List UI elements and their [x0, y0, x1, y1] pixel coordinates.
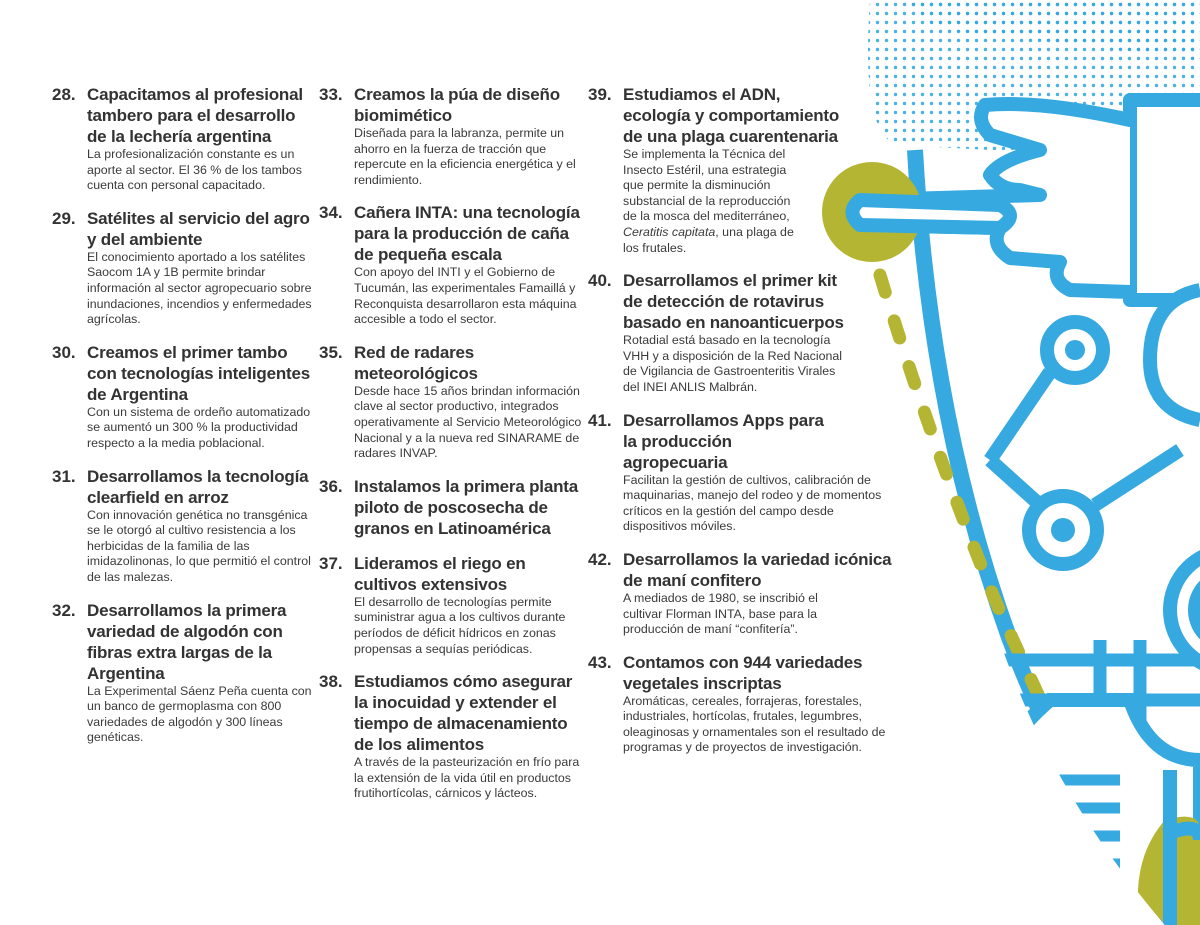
item-description: Desde hace 15 años brindan información clave al sector productivo, integrados operativamente al Servicio Meteorológico Nacional y a la nueva red SINARAME de radares INVAP.	[354, 383, 582, 461]
column-3	[588, 84, 898, 770]
item-number: 34.	[319, 203, 343, 223]
item-title: Creamos el primer tambo con tecnologías inteligentes de Argentina	[87, 342, 310, 404]
item-title: Desarrollamos la variedad icónica de maní confitero	[623, 549, 892, 590]
list-item	[52, 342, 317, 452]
item-title: Desarrollamos Apps para la producción agropecuaria	[623, 410, 824, 472]
list-item	[319, 476, 587, 539]
list-item	[319, 84, 587, 188]
list-item	[588, 549, 893, 638]
species-name: Ceratitis capitata	[623, 224, 716, 239]
item-description: Facilitan la gestión de cultivos, calibración de maquinarias, manejo del rodeo y de momentos críticos en la gestión del campo desde dispositivos móviles.	[623, 472, 882, 534]
list-item	[52, 208, 317, 328]
item-description: Con apoyo del INTI y el Gobierno de Tucumán, las experimentales Famaillá y Reconquista desarrollaron esta máquina accesible a todo el sector.	[354, 265, 577, 327]
item-title: Red de radares meteorológicos	[354, 342, 478, 383]
item-description: Diseñada para la labranza, permite un ahorro en la fuerza de tracción que repercute en la eficiencia energética y el rendimiento.	[354, 126, 576, 187]
item-number: 32.	[52, 600, 76, 620]
item-number: 30.	[52, 342, 76, 362]
item-title: Cañera INTA: una tecnología para la producción de caña de pequeña escala	[354, 203, 580, 265]
column-1	[52, 84, 317, 760]
list-item	[52, 84, 317, 194]
item-description: El desarrollo de tecnologías permite suministrar agua a los cultivos durante períodos de déficit hídricos en zonas propensas a sequías periódicas.	[354, 594, 566, 656]
list-item	[52, 466, 317, 586]
list-item	[319, 553, 587, 657]
list-item	[588, 652, 898, 756]
item-description: Con innovación genética no transgénica se le otorgó al cultivo resistencia a los herbicidas de la familia de las imidazolinonas, lo que permitió el control de las malezas.	[87, 507, 311, 584]
item-title: Contamos con 944 variedades vegetales inscriptas	[623, 652, 863, 693]
item-number: 35.	[319, 342, 343, 362]
speech-bubble-icon	[1150, 290, 1200, 420]
list-item	[588, 410, 898, 535]
item-description: La profesionalización constante es un aporte al sector. El 36 % de los tambos cuenta con personal capacitado.	[87, 147, 302, 193]
item-description: Con un sistema de ordeño automatizado se aumentó un 300 % la productividad respecto a la media poblacional.	[87, 404, 311, 450]
item-number: 37.	[319, 553, 343, 573]
item-title: Capacitamos al profesional tambero para el desarrollo de la lechería argentina	[87, 85, 303, 146]
item-number: 36.	[319, 476, 343, 496]
item-title: Instalamos la primera planta piloto de poscosecha de granos en Latinoamérica	[354, 476, 578, 538]
list-item	[588, 270, 855, 395]
item-number: 39.	[588, 85, 612, 104]
list-item	[319, 202, 587, 327]
item-description: Aromáticas, cereales, forrajeras, forestales, industriales, hortícolas, frutales, legumbres, oleaginosas y ornamentales son el resultado de programas y de proyectos de investigación.	[623, 693, 886, 755]
item-description: A mediados de 1980, se inscribió el cultivar Florman INTA, base para la producción de maní “confitería”.	[623, 590, 818, 637]
list-item	[588, 84, 843, 256]
item-title: Estudiamos el ADN, ecología y comportamiento de una plaga cuarentenaria	[623, 85, 840, 146]
item-number: 43.	[588, 652, 612, 672]
item-title: Estudiamos cómo asegurar la inocuidad y extender el tiempo de almacenamiento de los alimentos	[354, 672, 573, 755]
item-number: 28.	[52, 85, 76, 104]
list-item	[319, 671, 587, 802]
item-title: Lideramos el riego en cultivos extensivos	[354, 553, 526, 594]
item-number: 29.	[52, 208, 76, 228]
item-title: Desarrollamos la primera variedad de algodón con fibras extra largas de la Argentina	[87, 600, 287, 683]
item-title: Desarrollamos la tecnología clearfield en arroz	[87, 466, 309, 507]
item-number: 40.	[588, 271, 612, 291]
item-number: 42.	[588, 549, 612, 569]
item-number: 31.	[52, 466, 76, 486]
item-title: Desarrollamos el primer kit de detección de rotavirus basado en nanoanticuerpos	[623, 271, 844, 333]
item-title: Satélites al servicio del agro y del ambiente	[87, 208, 310, 249]
column-2	[319, 84, 587, 816]
item-description: El conocimiento aportado a los satélites Saocom 1A y 1B permite brindar información al sector agropecuario sobre inundaciones, incendios y enfermedades agrícolas.	[87, 249, 312, 327]
item-description: Rotadial está basado en la tecnología VHH y a disposición de la Red Nacional de Vigilancia de Gastroenteritis Virales del INEI ANLIS Malbrán.	[623, 333, 843, 394]
item-title: Creamos la púa de diseño biomimético	[354, 85, 560, 125]
list-item	[52, 600, 317, 746]
list-item	[319, 342, 587, 462]
item-number: 33.	[319, 85, 343, 104]
item-description: A través de la pasteurización en frío para la extensión de la vida útil en productos frutihortícolas, cárnicos y lácteos.	[354, 755, 580, 801]
item-number: 41.	[588, 410, 612, 430]
item-description: Se implementa la Técnica del Insecto Estéril, una estrategia que permite la disminución substancial de la reproducción de la mosca del mediterráneo, Ceratitis capitata, una plaga de los frutales.	[623, 147, 794, 255]
item-description: La Experimental Sáenz Peña cuenta con un banco de germoplasma con 800 variedades de algodón y 300 líneas genéticas.	[87, 683, 312, 745]
item-number: 38.	[319, 672, 343, 692]
